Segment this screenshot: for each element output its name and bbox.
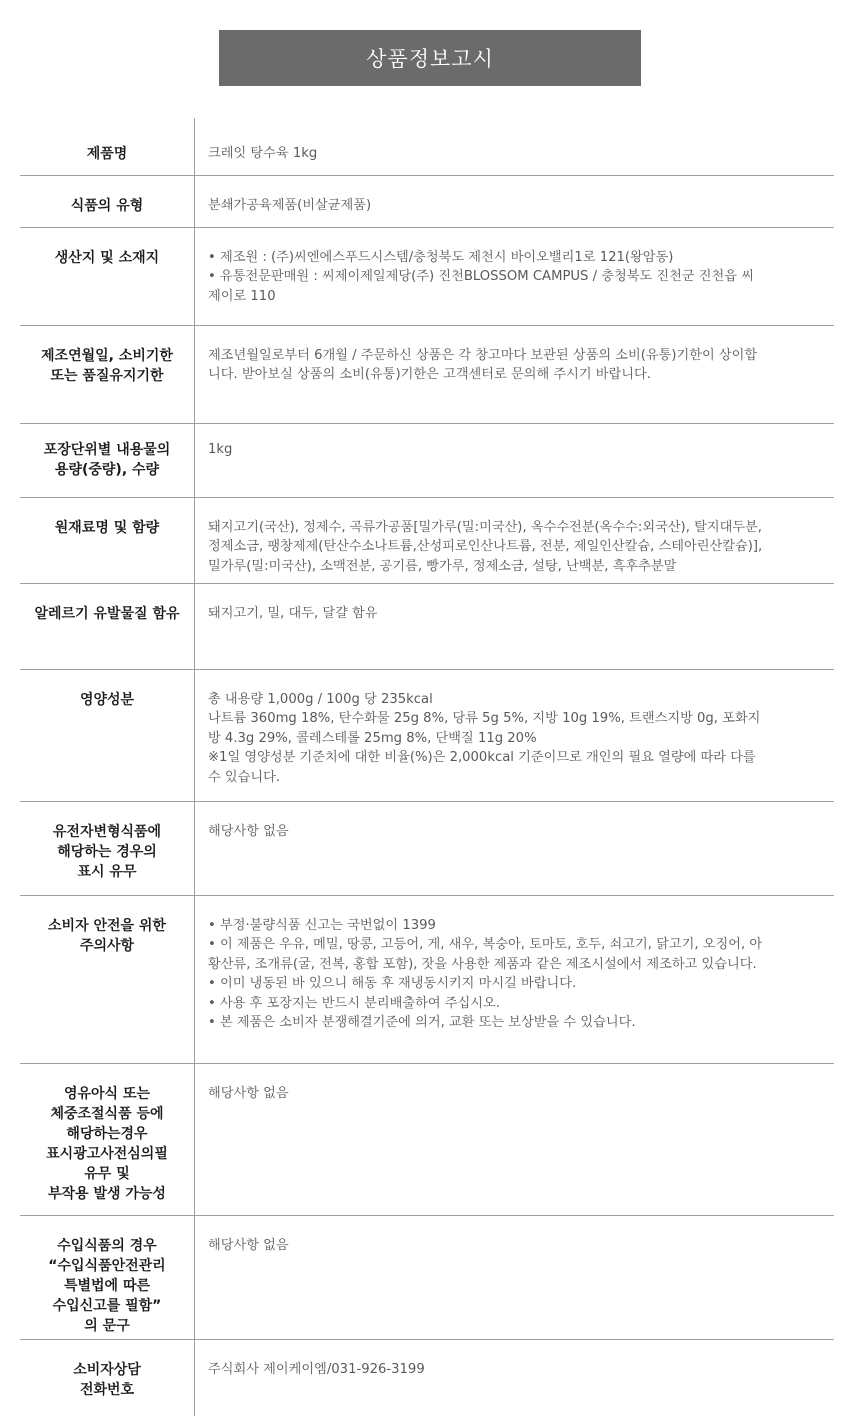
- row-value: [208, 248, 838, 306]
- row-value: [208, 604, 838, 623]
- row-label: [20, 690, 194, 710]
- row-value-line: 분쇄가공육제품(비살균제품): [208, 198, 372, 213]
- row-label: [20, 196, 194, 216]
- table-row: [20, 670, 834, 802]
- table-row: [20, 228, 834, 326]
- row-value-line: 니다. 받아보실 상품의 소비(유통)기한은 고객센터로 문의해 주시기 바랍니다.: [208, 367, 651, 383]
- row-value: [208, 690, 838, 787]
- row-label-line: 수입식품의 경우: [57, 1238, 157, 1254]
- row-value-line: 해당사항 없음: [208, 1238, 289, 1253]
- row-label-line: 특별법에 따른: [63, 1278, 151, 1294]
- row-value-line: • 유통전문판매원 : 씨제이제일제당(주) 진천BLOSSOM CAMPUS / 충청북도 진천군 진천읍 씨: [208, 269, 754, 285]
- row-value-line: • 이미 냉동된 바 있으니 해동 후 재냉동시키지 마시길 바랍니다.: [208, 976, 577, 992]
- row-label-line: 영양성분: [79, 692, 135, 708]
- table-row: [20, 1216, 834, 1340]
- table-row: [20, 424, 834, 498]
- row-label-line: 또는 품질유지기한: [50, 368, 164, 384]
- row-value-line: 정제소금, 팽창제제(탄산수소나트륨,산성피로인산나트륨, 전분, 제일인산칼슘, 스테아린산칼슘)],: [208, 539, 763, 555]
- row-label-line: 유전자변형식품에: [52, 824, 162, 840]
- row-label: [20, 822, 194, 882]
- row-value-line: • 제조원 : (주)씨엔에스푸드시스템/충청북도 제천시 바이오밸리1로 121(왕암동): [208, 250, 674, 265]
- row-value: [208, 1236, 838, 1255]
- row-label: [20, 346, 194, 386]
- row-value-line: 1kg: [208, 442, 233, 457]
- row-label-line: 전화번호: [79, 1382, 135, 1398]
- row-label-line: 용량(중량), 수량: [54, 462, 160, 478]
- row-value-line: 나트륨 360mg 18%, 탄수화물 25g 8%, 당류 5g 5%, 지방 10g 19%, 트랜스지방 0g, 포화지: [208, 711, 761, 727]
- row-label-line: 제품명: [86, 146, 128, 162]
- table-row: [20, 584, 834, 670]
- row-label: [20, 518, 194, 538]
- row-value-line: • 이 제품은 우유, 메밀, 땅콩, 고등어, 게, 새우, 복숭아, 토마토, 호두, 쇠고기, 닭고기, 오징어, 아: [208, 937, 763, 953]
- row-label-line: 체중조절식품 등에: [50, 1106, 164, 1122]
- row-label: [20, 440, 194, 480]
- row-value: [208, 196, 838, 215]
- table-row: [20, 802, 834, 896]
- row-value-line: 제조년월일로부터 6개월 / 주문하신 상품은 각 창고마다 보관된 상품의 소비(유통)기한이 상이합: [208, 348, 758, 363]
- row-label: [20, 916, 194, 956]
- row-value-line: ※1일 영양성분 기준치에 대한 비율(%)은 2,000kcal 기준이므로 개인의 필요 열량에 따라 다를: [208, 750, 756, 766]
- row-label: [20, 248, 194, 268]
- row-value-line: 해당사항 없음: [208, 1086, 289, 1101]
- row-label-line: 부작용 발생 가능성: [48, 1186, 166, 1202]
- row-label-line: 유무 및: [84, 1166, 130, 1182]
- table-row: [20, 326, 834, 424]
- row-value-line: 주식회사 제이케이엠/031-926-3199: [208, 1362, 425, 1377]
- row-label-line: 알레르기 유발물질 함유: [34, 606, 180, 622]
- row-label-line: 생산지 및 소재지: [54, 250, 160, 266]
- row-value: [208, 144, 838, 163]
- row-label-line: 수입신고를 필함”: [52, 1298, 162, 1314]
- row-value: [208, 822, 838, 841]
- row-label: [20, 1236, 194, 1336]
- row-value-line: 방 4.3g 29%, 콜레스테롤 25mg 8%, 단백질 11g 20%: [208, 730, 537, 746]
- row-label-line: 표시광고사전심의필: [46, 1146, 168, 1162]
- row-label: [20, 1360, 194, 1400]
- row-value-line: • 사용 후 포장지는 반드시 분리배출하여 주십시오.: [208, 995, 500, 1011]
- row-value-line: 제이로 110: [208, 288, 276, 304]
- row-label-line: 의 문구: [84, 1318, 130, 1334]
- row-value: [208, 440, 838, 459]
- row-label-line: 제조연월일, 소비기한: [41, 348, 173, 364]
- table-row: [20, 118, 834, 176]
- table-row: [20, 498, 834, 584]
- row-value: [208, 1084, 838, 1103]
- row-value: [208, 1360, 838, 1379]
- row-label-line: 표시 유무: [77, 864, 137, 880]
- row-label-line: 소비자 안전을 위한: [48, 918, 166, 934]
- row-value-line: • 본 제품은 소비자 분쟁해결기준에 의거, 교환 또는 보상받을 수 있습니다.: [208, 1015, 636, 1031]
- row-label: [20, 144, 194, 164]
- row-label-line: 포장단위별 내용물의: [43, 442, 171, 458]
- row-value: [208, 518, 838, 576]
- row-label-line: 식품의 유형: [70, 198, 144, 214]
- row-value-line: • 부정·불량식품 신고는 국번없이 1399: [208, 918, 436, 933]
- row-label-line: 주의사항: [79, 938, 135, 954]
- row-value-line: 크레잇 탕수육 1kg: [208, 146, 318, 161]
- page-title: 상품정보고시: [219, 30, 641, 86]
- row-label-line: 영유아식 또는: [63, 1086, 151, 1102]
- row-label: [20, 1084, 194, 1204]
- table-row: [20, 1064, 834, 1216]
- row-label-line: 해당하는 경우의: [57, 844, 157, 860]
- row-value-line: 돼지고기(국산), 정제수, 곡류가공품[밀가루(밀:미국산), 옥수수전분(옥수수:외국산), 탈지대두분,: [208, 520, 762, 535]
- row-value-line: 총 내용량 1,000g / 100g 당 235kcal: [208, 692, 433, 707]
- row-value-line: 수 있습니다.: [208, 769, 281, 785]
- row-label-line: 소비자상담: [73, 1362, 141, 1378]
- row-value: [208, 346, 838, 385]
- row-value-line: 밀가루(밀:미국산), 소맥전분, 공기름, 빵가루, 정제소금, 설탕, 난백분, 흑후추분말: [208, 558, 677, 574]
- table-row: [20, 176, 834, 228]
- row-value-line: 해당사항 없음: [208, 824, 289, 839]
- row-label-line: 해당하는경우: [66, 1126, 148, 1142]
- row-label: [20, 604, 194, 624]
- row-label-line: “수입식품안전관리: [48, 1258, 166, 1274]
- row-value-line: 황산류, 조개류(굴, 전복, 홍합 포함), 잣을 사용한 제품과 같은 제조시설에서 제조하고 있습니다.: [208, 956, 757, 972]
- row-value-line: 돼지고기, 밀, 대두, 달걀 함유: [208, 606, 378, 621]
- table-row: [20, 1340, 834, 1420]
- table-row: [20, 896, 834, 1064]
- row-label-line: 원재료명 및 함량: [54, 520, 160, 536]
- row-value: [208, 916, 838, 1032]
